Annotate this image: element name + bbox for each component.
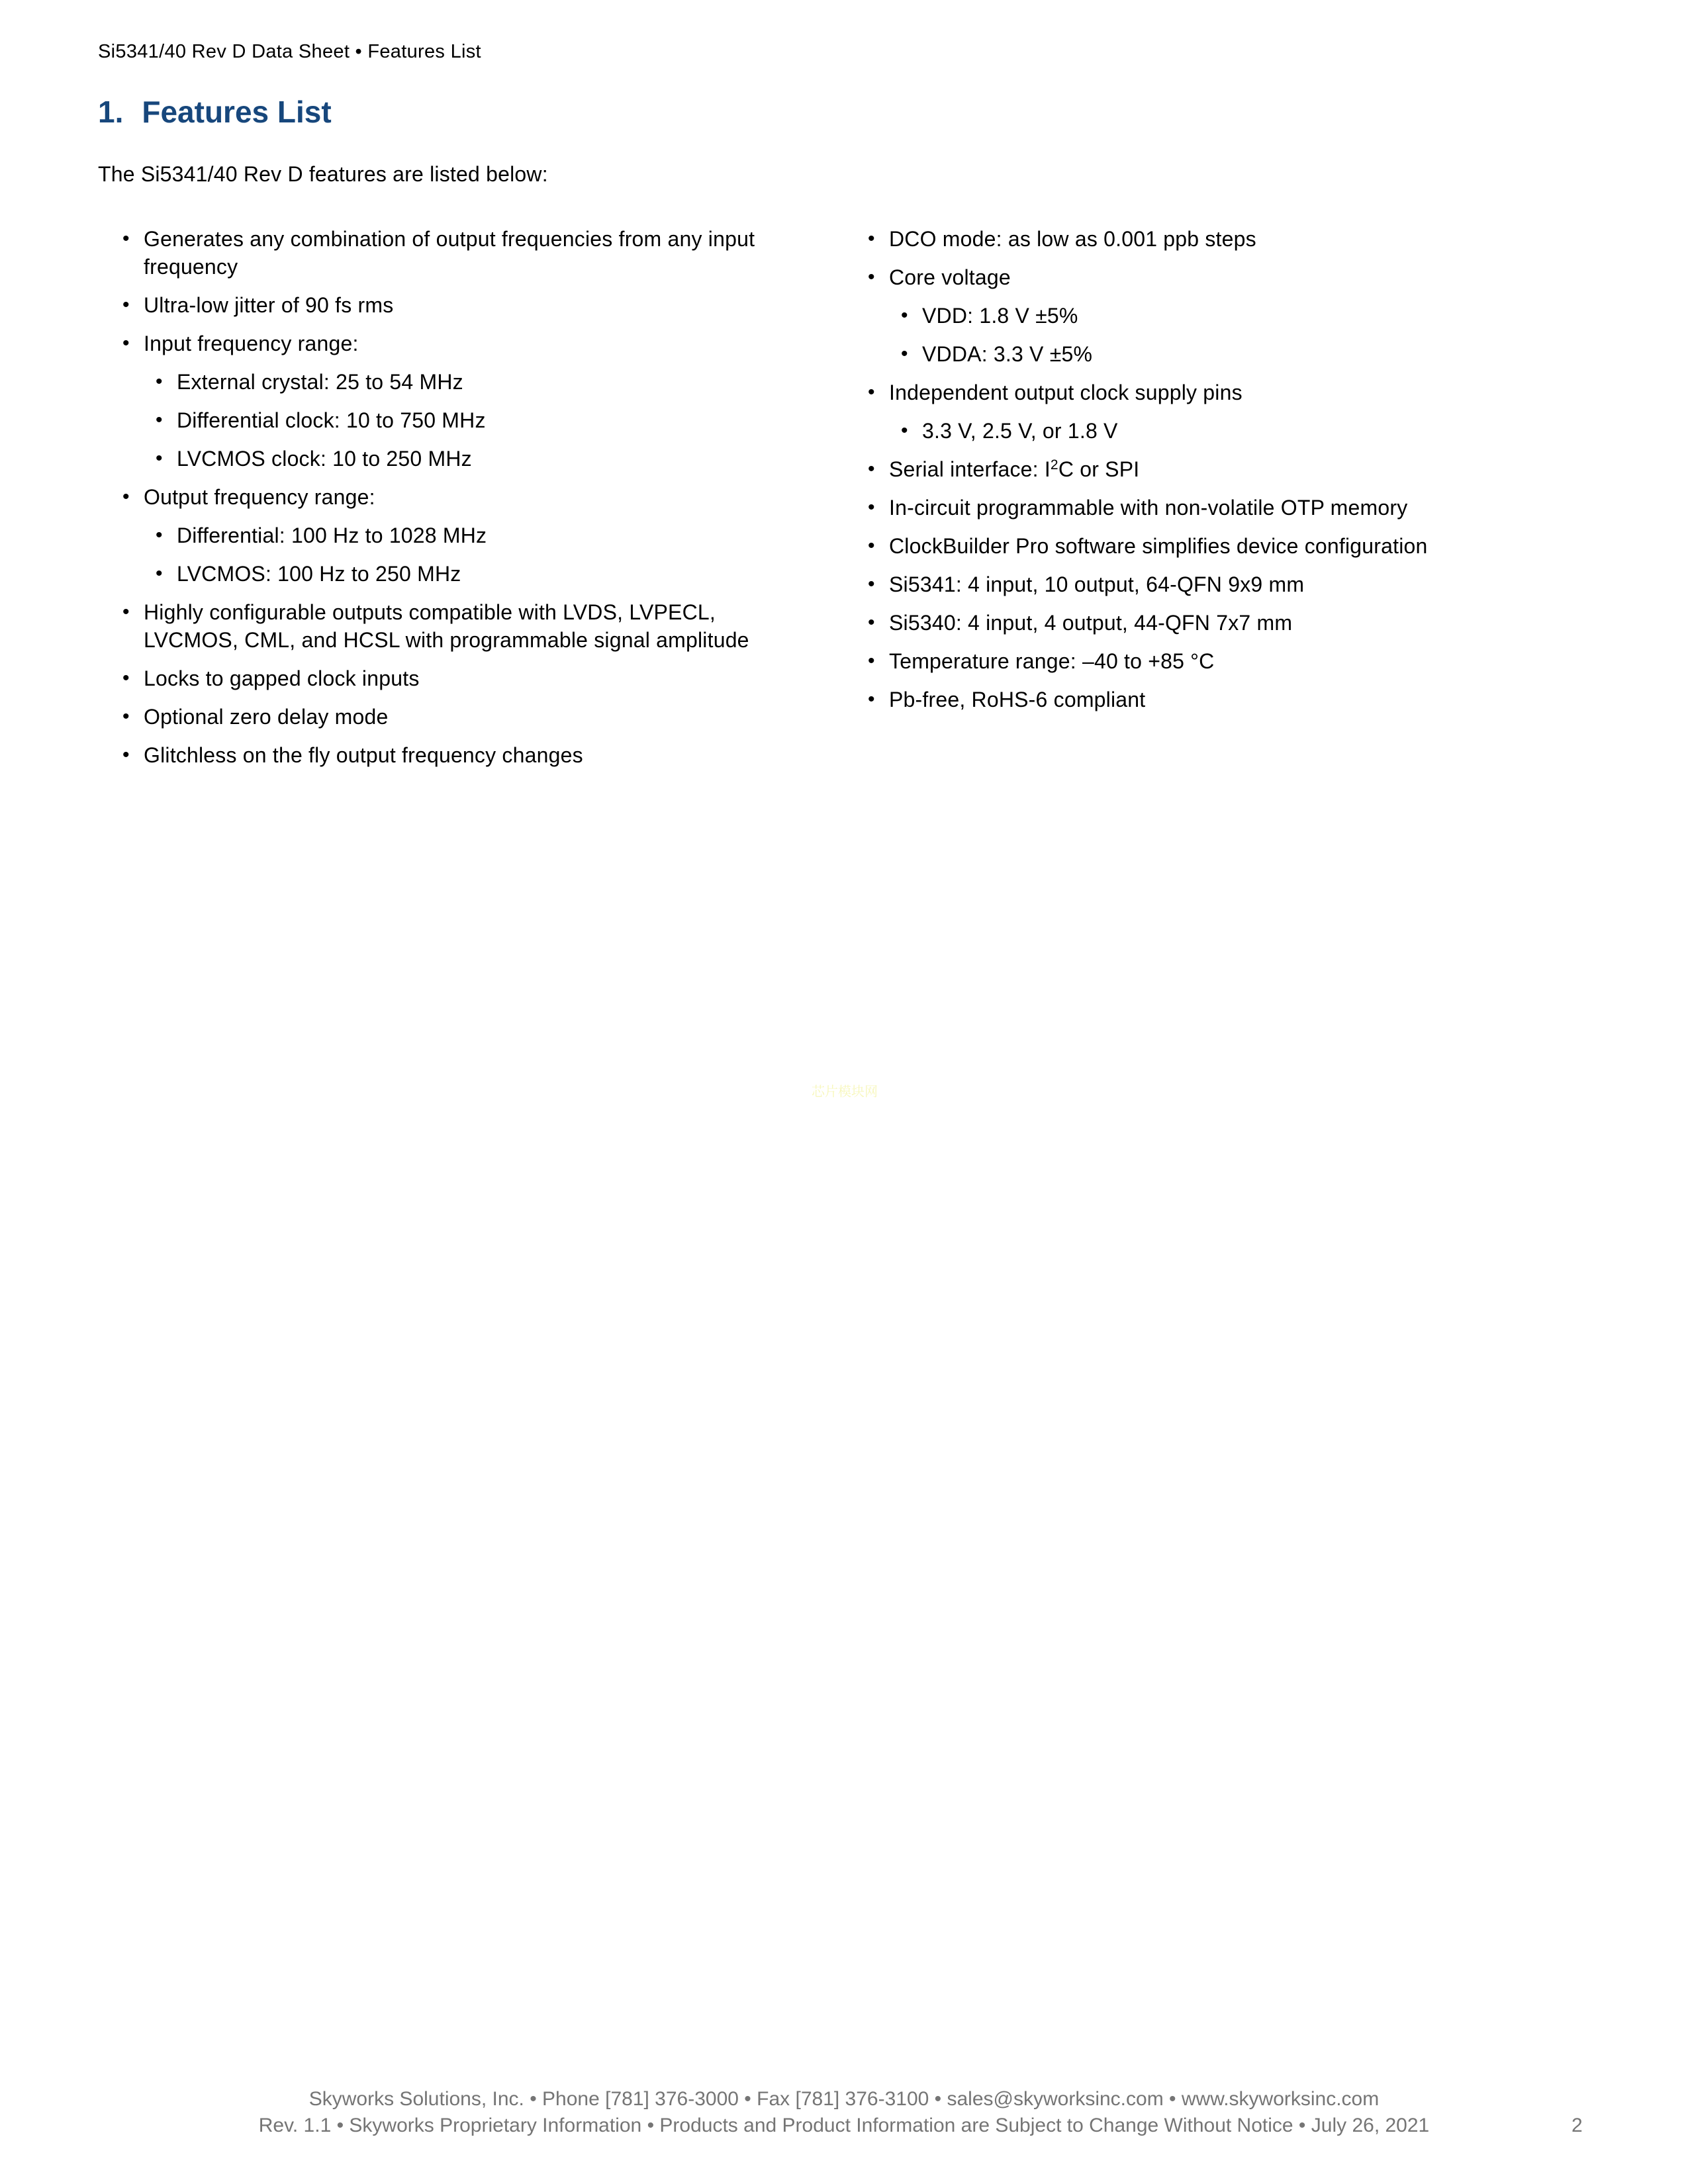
list-item-text: Optional zero delay mode — [144, 705, 389, 729]
bullet-dot-icon: • — [122, 705, 130, 727]
list-item-text: Ultra-low jitter of 90 fs rms — [144, 293, 394, 317]
list-item-text: Differential clock: 10 to 750 MHz — [177, 408, 486, 432]
list-item — [863, 263, 1532, 368]
bullet-dot-icon: • — [868, 573, 875, 595]
bullet-dot-icon: • — [868, 535, 875, 557]
list-item — [863, 609, 1532, 637]
bullet-dot-icon: • — [901, 343, 908, 365]
list-item — [896, 302, 1532, 330]
list-item — [863, 455, 1532, 483]
bullet-dot-icon: • — [868, 612, 875, 633]
list-item-text: Si5341: 4 input, 10 output, 64-QFN 9x9 mm — [889, 572, 1305, 596]
list-item — [118, 483, 780, 588]
list-item-text: In-circuit programmable with non-volatile OTP memory — [889, 496, 1408, 520]
list-item-text: Core voltage — [889, 265, 1011, 289]
list-item-text: Glitchless on the fly output frequency changes — [144, 743, 583, 767]
list-item-text: External crystal: 25 to 54 MHz — [177, 370, 463, 394]
sub-list — [151, 368, 780, 473]
bullet-dot-icon: • — [122, 744, 130, 766]
list-item-text: Pb-free, RoHS-6 compliant — [889, 688, 1146, 711]
list-item — [118, 330, 780, 473]
bullet-dot-icon: • — [868, 266, 875, 288]
bullet-dot-icon: • — [868, 381, 875, 403]
list-item-text: LVCMOS: 100 Hz to 250 MHz — [177, 562, 461, 586]
list-item-text: Temperature range: –40 to +85 °C — [889, 649, 1215, 673]
sub-list — [151, 522, 780, 588]
section-title: Features List — [142, 95, 332, 129]
bullet-dot-icon: • — [122, 332, 130, 354]
list-item — [118, 664, 780, 692]
document-header: Si5341/40 Rev D Data Sheet • Features List — [98, 41, 481, 62]
features-column-right — [863, 225, 1532, 724]
list-item — [118, 291, 780, 319]
sub-list — [896, 417, 1532, 445]
list-item — [151, 368, 780, 396]
list-item-text: Highly configurable outputs compatible with LVDS, LVPECL, LVCMOS, CML, and HCSL with programmable signal amplitude — [144, 600, 749, 652]
list-item-text: VDD: 1.8 V ±5% — [922, 304, 1078, 328]
feature-list-right — [863, 225, 1532, 713]
bullet-dot-icon: • — [122, 667, 130, 689]
list-item — [896, 417, 1532, 445]
bullet-dot-icon: • — [156, 409, 163, 431]
list-item-text: Serial interface: $I^2C$ or SPI — [889, 457, 1140, 481]
list-item — [863, 686, 1532, 713]
list-item — [118, 598, 780, 654]
bullet-dot-icon: • — [156, 563, 163, 584]
bullet-dot-icon: • — [868, 650, 875, 672]
features-column-left — [118, 225, 780, 780]
list-item — [863, 532, 1532, 560]
bullet-dot-icon: • — [868, 228, 875, 250]
bullet-dot-icon: • — [122, 294, 130, 316]
list-item-text: DCO mode: as low as 0.001 ppb steps — [889, 227, 1256, 251]
list-item — [863, 225, 1532, 253]
bullet-dot-icon: • — [901, 304, 908, 326]
list-item-text: Independent output clock supply pins — [889, 381, 1243, 404]
footer-line-1: Skyworks Solutions, Inc. • Phone [781] 376-3000 • Fax [781] 376-3100 • sales@skyworksinc.com • www.skyworksinc.com — [308, 2088, 1380, 2110]
feature-list-left — [118, 225, 780, 769]
list-item — [863, 494, 1532, 522]
intro-text: The Si5341/40 Rev D features are listed below: — [98, 162, 548, 186]
watermark-text: 芯片模块网 — [812, 1085, 878, 1099]
list-item-text: 3.3 V, 2.5 V, or 1.8 V — [922, 419, 1118, 443]
list-item-text: Si5340: 4 input, 4 output, 44-QFN 7x7 mm — [889, 611, 1293, 635]
bullet-dot-icon: • — [868, 458, 875, 480]
list-item-text: Generates any combination of output frequencies from any input frequency — [144, 227, 755, 279]
bullet-dot-icon: • — [901, 420, 908, 441]
list-item — [151, 560, 780, 588]
bullet-dot-icon: • — [868, 496, 875, 518]
list-item-text: Input frequency range: — [144, 332, 359, 355]
list-item — [118, 703, 780, 731]
list-item-text: Differential: 100 Hz to 1028 MHz — [177, 523, 487, 547]
list-item — [151, 445, 780, 473]
list-item — [863, 379, 1532, 445]
list-item-text: Output frequency range: — [144, 485, 375, 509]
list-item — [118, 741, 780, 769]
section-number: 1. — [98, 95, 124, 129]
bullet-dot-icon: • — [122, 486, 130, 508]
list-item — [863, 647, 1532, 675]
bullet-dot-icon: • — [122, 228, 130, 250]
bullet-dot-icon: • — [156, 524, 163, 546]
list-item — [151, 522, 780, 549]
page-number: 2 — [1571, 2115, 1583, 2136]
bullet-dot-icon: • — [156, 371, 163, 392]
footer-line-2: Rev. 1.1 • Skyworks Proprietary Information • Products and Product Information are Subject to Change Without Notice • July 26, 2021 — [258, 2115, 1430, 2136]
list-item-text: VDDA: 3.3 V ±5% — [922, 342, 1093, 366]
section-heading — [98, 94, 332, 130]
bullet-dot-icon: • — [868, 688, 875, 710]
bullet-dot-icon: • — [122, 601, 130, 623]
list-item-text: ClockBuilder Pro software simplifies device configuration — [889, 534, 1428, 558]
list-item — [863, 570, 1532, 598]
list-item — [118, 225, 780, 281]
list-item-text: LVCMOS clock: 10 to 250 MHz — [177, 447, 472, 471]
list-item-text: Locks to gapped clock inputs — [144, 666, 420, 690]
list-item — [896, 340, 1532, 368]
bullet-dot-icon: • — [156, 447, 163, 469]
page-footer — [0, 2086, 1688, 2139]
sub-list — [896, 302, 1532, 368]
list-item — [151, 406, 780, 434]
